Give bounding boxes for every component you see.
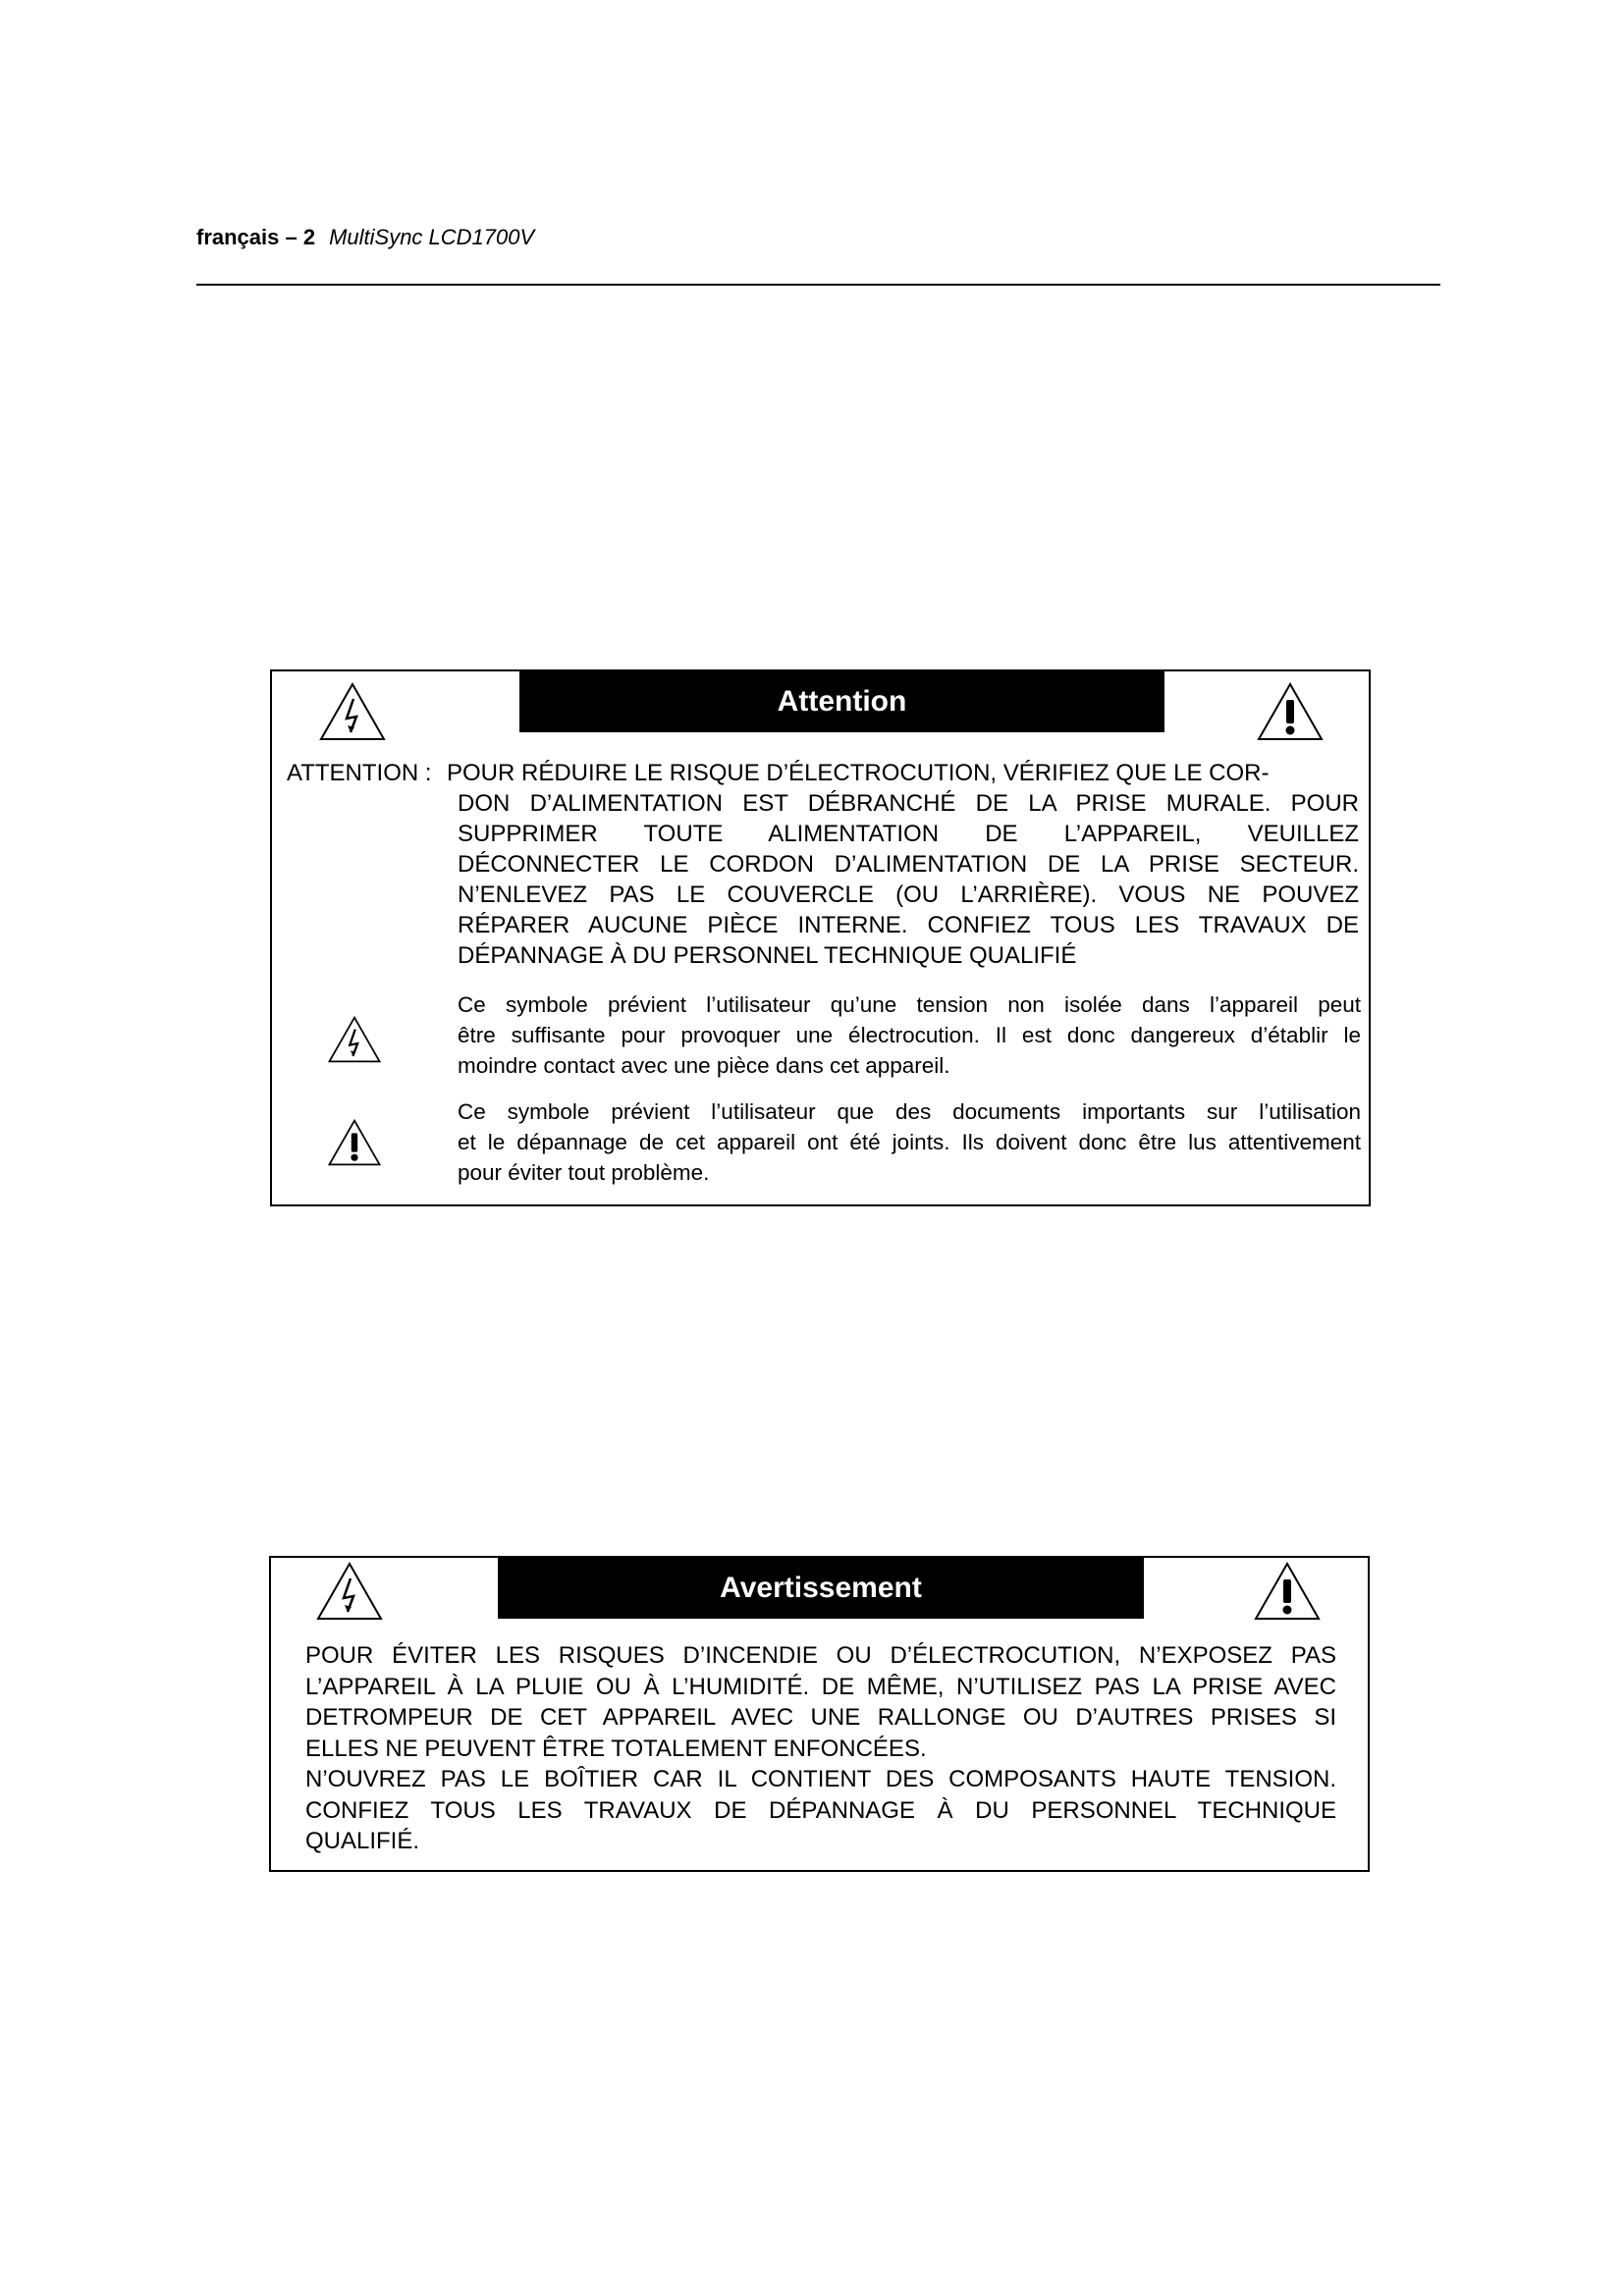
attention-line: DÉCONNECTER LE CORDON D’ALIMENTATION DE LA PRISE SECTEUR.: [458, 851, 1359, 878]
voltage-description-line: moindre contact avec une pièce dans cet appareil.: [458, 1053, 950, 1078]
lightning-bolt-warning-icon: [315, 1561, 384, 1622]
warning-line: L’APPAREIL À LA PLUIE OU À L’HUMIDITÉ. DE MÊME, N’UTILISEZ PAS LA PRISE AVEC: [305, 1673, 1336, 1700]
lightning-bolt-warning-icon: [327, 1015, 382, 1064]
voltage-symbol-description: [458, 989, 1361, 1081]
page-language-number: français – 2: [196, 225, 316, 249]
voltage-description-line: Ce symbole prévient l’utilisateur qu’une tension non isolée dans l’appareil peut: [458, 992, 1361, 1017]
warning-line: QUALIFIÉ.: [305, 1828, 420, 1854]
header-rule: [196, 284, 1440, 286]
attention-line: RÉPARER AUCUNE PIÈCE INTERNE. CONFIEZ TOUS LES TRAVAUX DE: [458, 912, 1359, 938]
warning-title: Avertissement: [498, 1558, 1144, 1619]
warning-line: N’OUVREZ PAS LE BOÎTIER CAR IL CONTIENT DES COMPOSANTS HAUTE TENSION.: [305, 1766, 1336, 1792]
model-name: MultiSync LCD1700V: [329, 225, 535, 249]
warning-line: POUR ÉVITER LES RISQUES D’INCENDIE OU D’ÉLECTROCUTION, N’EXPOSEZ PAS: [305, 1642, 1336, 1669]
page-header: [196, 225, 534, 250]
documents-symbol-description: [458, 1096, 1361, 1188]
exclamation-warning-icon: [1253, 1561, 1322, 1622]
attention-first-line: POUR RÉDUIRE LE RISQUE D’ÉLECTROCUTION, VÉRIFIEZ QUE LE COR-: [447, 760, 1270, 786]
voltage-description-line: être suffisante pour provoquer une électrocution. Il est donc dangereux d’établir le: [458, 1023, 1361, 1047]
attention-line: N’ENLEVEZ PAS LE COUVERCLE (OU L’ARRIÈRE). VOUS NE POUVEZ: [458, 881, 1359, 908]
warning-line: DETROMPEUR DE CET APPAREIL AVEC UNE RALLONGE OU D’AUTRES PRISES SI: [305, 1704, 1336, 1731]
documents-description-line: Ce symbole prévient l’utilisateur que des documents importants sur l’utilisation: [458, 1099, 1361, 1124]
attention-text: [458, 788, 1359, 971]
attention-title: Attention: [519, 671, 1164, 732]
attention-line: DON D’ALIMENTATION EST DÉBRANCHÉ DE LA PRISE MURALE. POUR: [458, 790, 1359, 817]
warning-line: CONFIEZ TOUS LES TRAVAUX DE DÉPANNAGE À DU PERSONNEL TECHNIQUE: [305, 1796, 1336, 1824]
lightning-bolt-warning-icon: [318, 681, 387, 742]
attention-line: SUPPRIMER TOUTE ALIMENTATION DE L’APPAREIL, VEUILLEZ: [458, 821, 1359, 847]
attention-label: ATTENTION :: [287, 760, 432, 786]
attention-line: DÉPANNAGE À DU PERSONNEL TECHNIQUE QUALIFIÉ: [458, 942, 1077, 969]
warning-box: [269, 1556, 1370, 1872]
warning-line: ELLES NE PEUVENT ÊTRE TOTALEMENT ENFONCÉES.: [305, 1735, 927, 1762]
exclamation-warning-icon: [1256, 681, 1325, 742]
documents-description-line: pour éviter tout problème.: [458, 1160, 710, 1185]
attention-box: [270, 669, 1371, 1206]
documents-description-line: et le dépannage de cet appareil ont été joints. Ils doivent donc être lus attentivement: [458, 1130, 1361, 1154]
warning-text: [305, 1640, 1336, 1857]
exclamation-warning-icon: [327, 1118, 382, 1167]
